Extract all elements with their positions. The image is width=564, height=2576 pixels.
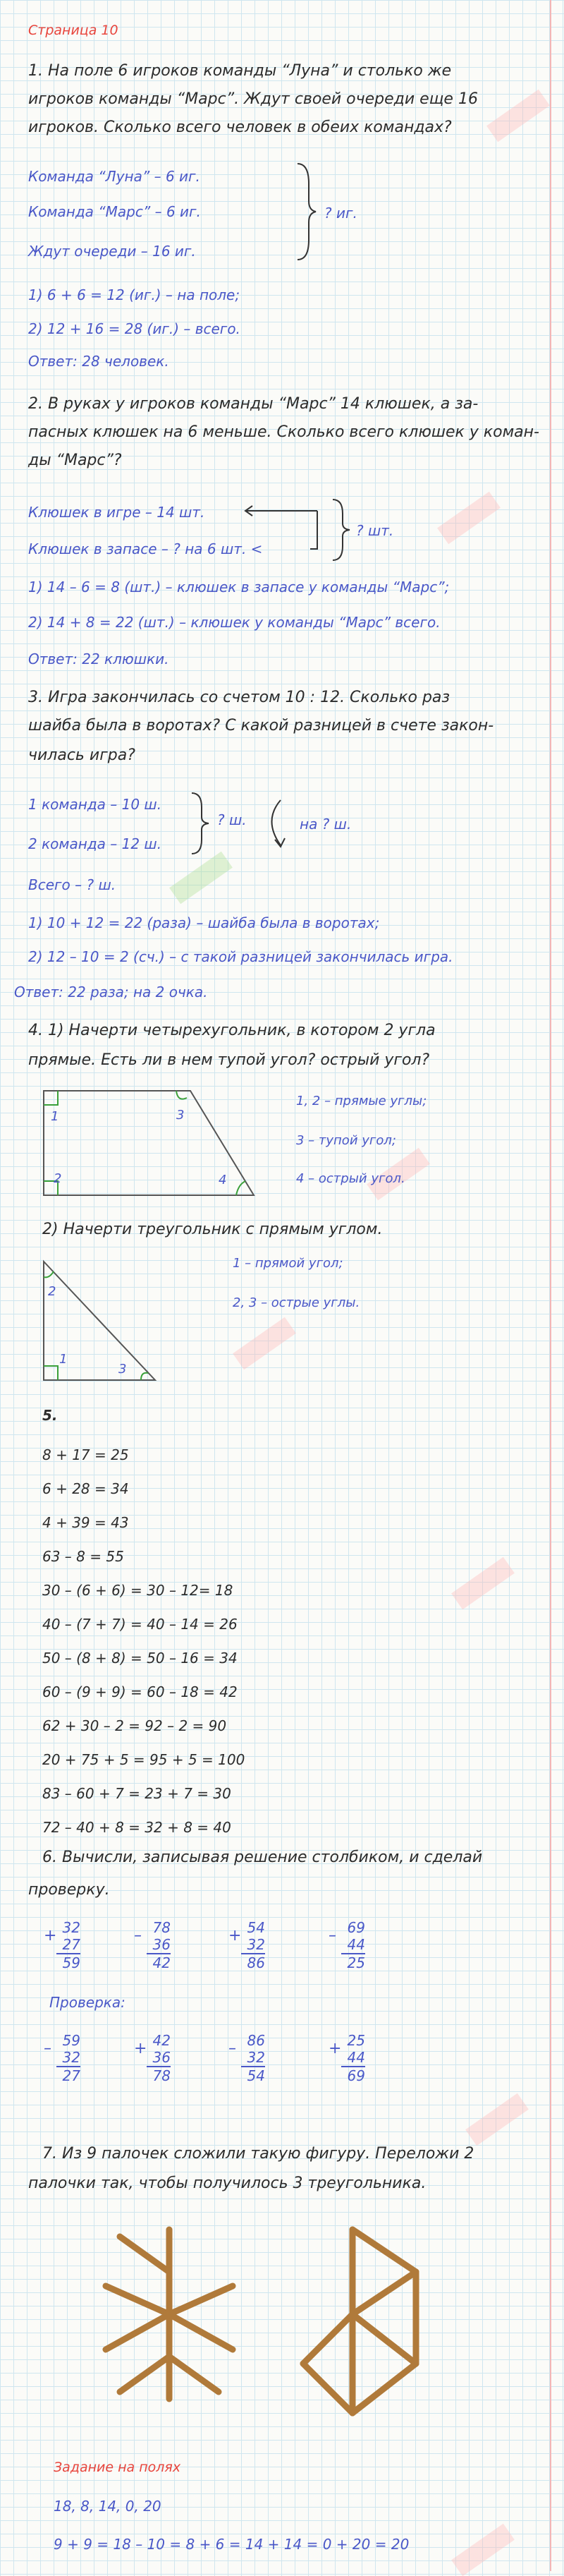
task2-answer: Ответ: 22 клюшки. [28,651,169,667]
operand: 54 [247,1919,265,1936]
quad-label: 4 [219,1173,227,1187]
task3-curved-arrow [259,796,295,852]
quad-label: 1 [51,1109,59,1124]
quadrilateral-drawing [42,1089,282,1202]
operation-sign: + [329,2040,342,2057]
operand: 42 [152,2032,171,2049]
column-calculation [228,2032,265,2084]
task2-condition-line: Клюшек в игре – 14 шт. [28,504,205,521]
task5-line: 6 + 28 = 34 [42,1480,129,1497]
tri-note: 2, 3 – острые углы. [233,1295,360,1310]
task1-step: 1) 6 + 6 = 12 (иг.) – на поле; [28,286,240,303]
task3-question-line: 3. Игра закончилась со счетом 10 : 12. Сколько раз [28,689,450,706]
result: 59 [56,1953,80,1971]
operand: 32 [62,2049,80,2066]
task1-step: 2) 12 + 16 = 28 (иг.) – всего. [28,320,240,337]
task7-question-line: 7. Из 9 палочек сложили такую фигуру. Переложи 2 [42,2145,474,2163]
task3-condition-line: 2 команда – 12 ш. [28,835,162,852]
task6-question-line: проверку. [28,1881,110,1899]
result: 69 [341,2066,365,2084]
task5-line: 4 + 39 = 43 [42,1514,129,1531]
operand: 59 [62,2032,80,2049]
task5-line: 8 + 17 = 25 [42,1446,129,1463]
operand: 27 [62,1936,80,1953]
task4-question-line: 4. 1) Начерти четырехугольник, в котором 2 угла [28,1022,436,1039]
tri-label: 2 [48,1284,56,1299]
task3-step: 2) 12 – 10 = 2 (сч.) – с такой разницей закончилась игра. [28,948,453,965]
task2-step: 2) 14 + 8 = 22 (шт.) – клюшек у команды “Марс” всего. [28,614,441,631]
watermark [233,1317,296,1370]
task2-question-line: 2. В руках у игроков команды “Марс” 14 клюшек, а за- [28,395,479,413]
task1-condition-line: Команда “Марс” – 6 иг. [28,203,201,220]
margin-task-equation: 9 + 9 = 18 – 10 = 8 + 6 = 14 + 14 = 0 + 20 = 20 [54,2536,410,2553]
task5-line: 62 + 30 – 2 = 92 – 2 = 90 [42,1717,227,1734]
task2-brace [331,498,352,562]
sticks-right [303,2230,416,2413]
result: 25 [341,1953,365,1971]
quad-note: 1, 2 – прямые углы; [296,1094,427,1108]
watermark [437,492,501,545]
task5-line: 72 – 40 + 8 = 32 + 8 = 40 [42,1819,231,1836]
operand: 44 [347,2049,365,2066]
task3-diff-label: на ? ш. [300,816,352,833]
operand: 25 [347,2032,365,2049]
task5-line: 50 – (8 + 8) = 50 – 16 = 34 [42,1650,238,1667]
task5-line: 20 + 75 + 5 = 95 + 5 = 100 [42,1751,245,1768]
watermark [169,852,233,905]
operand: 44 [347,1936,365,1953]
task5-line: 63 – 8 = 55 [42,1548,124,1565]
task4-question-line: прямые. Есть ли в нем тупой угол? острый угол? [28,1051,430,1069]
task3-total: Всего – ? ш. [28,876,116,893]
task4-question2: 2) Начерти треугольник с прямым углом. [42,1221,383,1238]
check-label: Проверка: [49,1994,125,2011]
watermark [486,90,550,143]
operation-sign: + [134,2040,147,2057]
task1-answer: Ответ: 28 человек. [28,353,169,370]
watermark [465,2093,529,2146]
task3-brace-label: ? ш. [217,811,247,828]
task2-condition-line: Клюшек в запасе – ? на 6 шт. < [28,540,263,557]
operand: 36 [152,1936,171,1953]
task2-question-line: ды “Марс”? [28,452,122,469]
operand: 36 [152,2049,171,2066]
column-calculation [134,1919,171,1971]
task2-brace-label: ? шт. [356,522,394,539]
page-margin-line [550,0,551,2571]
result: 27 [56,2066,80,2084]
operation-sign: – [228,2040,236,2057]
operation-sign: – [44,2040,51,2057]
tri-label: 3 [118,1362,127,1377]
column-calculation [228,1919,265,1971]
result: 42 [147,1953,171,1971]
task1-brace [296,162,317,261]
task3-answer: Ответ: 22 раза; на 2 очка. [14,984,208,1000]
task5-line: 60 – (9 + 9) = 60 – 18 = 42 [42,1683,238,1700]
operand: 78 [152,1919,171,1936]
task7-question-line: палочки так, чтобы получилось 3 треугольника. [28,2175,427,2192]
watermark [451,2524,515,2576]
task3-condition-line: 1 команда – 10 ш. [28,796,162,813]
task1-brace-label: ? иг. [324,205,357,222]
quad-note: 4 – острый угол. [296,1171,405,1186]
task1-condition-line: Ждут очереди – 16 иг. [28,243,196,260]
task5-line: 83 – 60 + 7 = 23 + 7 = 30 [42,1785,231,1802]
task3-step: 1) 10 + 12 = 22 (раза) – шайба была в воротах; [28,914,380,931]
task6-question-line: 6. Вычисли, записывая решение столбиком, и сделай [42,1849,483,1866]
task1-question-line: игроков команды “Марс”. Ждут своей очереди еще 16 [28,90,478,108]
task3-question-line: чилась игра? [28,746,135,764]
page-title: Страница 10 [28,23,118,38]
task3-brace [190,792,212,855]
operation-sign: – [329,1927,336,1945]
sticks-left [106,2230,233,2399]
operation-sign: + [228,1927,242,1945]
result: 54 [241,2066,265,2084]
task1-question-line: игроков. Сколько всего человек в обеих командах? [28,119,452,136]
quad-label: 3 [176,1108,185,1123]
triangle-drawing [42,1260,169,1387]
watermark [451,1557,515,1610]
column-calculation [44,2032,80,2084]
operand: 32 [247,1936,265,1953]
operand: 32 [62,1919,80,1936]
task5-line: 30 – (6 + 6) = 30 – 12= 18 [42,1582,233,1599]
margin-task-sequence: 18, 8, 14, 0, 20 [54,2498,161,2515]
result: 78 [147,2066,171,2084]
operand: 32 [247,2049,265,2066]
task5-title: 5. [42,1407,58,1424]
quad-note: 3 – тупой угол; [296,1133,396,1148]
task2-step: 1) 14 – 6 = 8 (шт.) – клюшек в запасе у команды “Марс”; [28,579,450,595]
result: 86 [241,1953,265,1971]
sticks-figure [0,2208,564,2441]
operation-sign: – [134,1927,142,1945]
operand: 69 [347,1919,365,1936]
task5-line: 40 – (7 + 7) = 40 – 14 = 26 [42,1616,238,1633]
task2-arrow [240,502,324,559]
column-calculation [44,1919,80,1971]
tri-note: 1 – прямой угол; [233,1256,343,1271]
task1-condition-line: Команда “Луна” – 6 иг. [28,168,200,185]
task3-question-line: шайба была в воротах? С какой разницей в счете закон- [28,717,494,734]
column-calculation [134,2032,171,2084]
column-calculation [329,1919,365,1971]
column-calculation [329,2032,365,2084]
task2-question-line: пасных клюшек на 6 меньше. Сколько всего клюшек у коман- [28,423,539,441]
tri-label: 1 [59,1352,68,1367]
quad-label: 2 [54,1171,62,1186]
task1-question-line: 1. На поле 6 игроков команды “Луна” и столько же [28,62,452,80]
operand: 86 [247,2032,265,2049]
operation-sign: + [44,1927,57,1945]
margin-task-title: Задание на полях [54,2460,181,2475]
